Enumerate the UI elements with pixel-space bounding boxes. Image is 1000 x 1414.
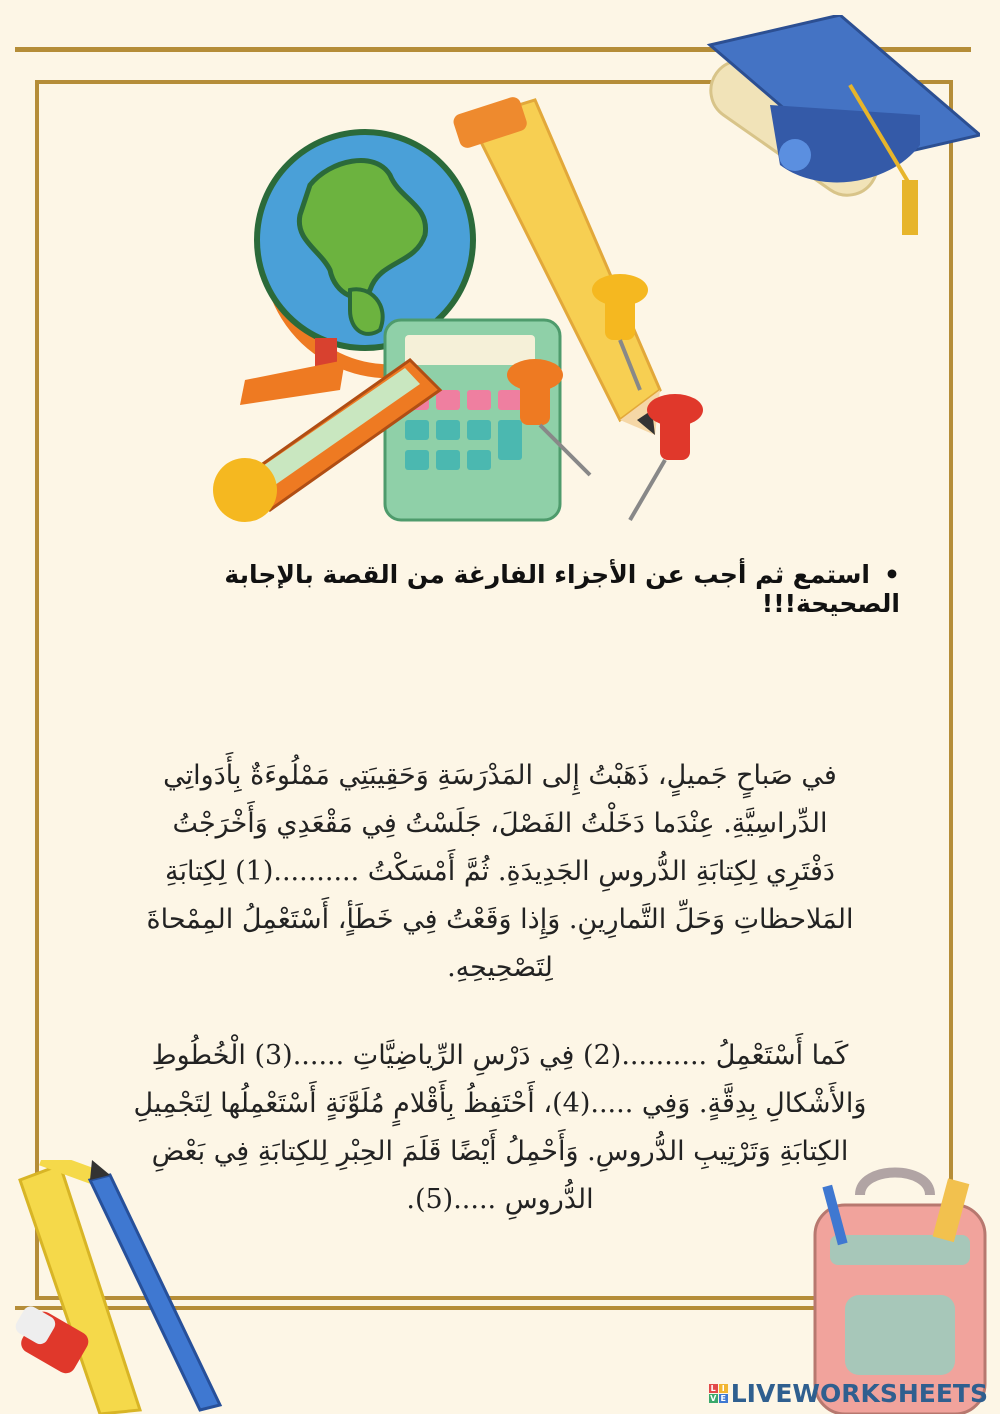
story-line-blank-4: وَالأَشْكالِ بِدِقَّةٍ. وَفِي .....(4)، أَحْتَفِظُ بِأَقْلامٍ مُلَوَّنَةٍ أَسْتَعْمِلُها لِتَجْمِيلِ [133,1088,867,1119]
story-line: المَلاحظاتِ وَحَلِّ التَّمارِينِ. وَإِذا وَقَعْتُ فِي خَطَأٍ، أَسْتَعْمِلُ المِمْحاةَ [146,904,854,935]
school-supplies-illustration [200,90,720,530]
graduation-cap-illustration [680,15,980,265]
story-line: لِتَصْحِيحِهِ. [447,952,553,983]
story-paragraph-1 [90,752,910,992]
liveworksheets-logo [709,1379,988,1408]
instruction-line [80,560,900,618]
story-line: الكِتابَةِ وَتَرْتِيبِ الدُّروسِ. وَأَحْمِلُ أَيْضًا قَلَمَ الحِبْرِ لِلكِتابَةِ فِي بَعْضِ [151,1136,849,1167]
bullet-point: • [884,560,900,589]
logo-mark-icon: L I V E [710,1384,726,1403]
story-line-blank-5: الدُّروسِ .....(5). [406,1184,594,1215]
story-line: في صَباحٍ جَميلٍ، ذَهَبْتُ إِلى المَدْرَسَةِ وَحَقِيبَتِي مَمْلُوءَةٌ بِأَدَواتِي [163,760,837,791]
logo-text: LIVEWORKSHEETS [730,1379,988,1408]
instruction-text: استمع ثم أجب عن الأجزاء الفارغة من القصة بالإجابة الصحيحة!!! [224,560,900,618]
story-line-blank-2-3: كَما أَسْتَعْمِلُ ..........(2) فِي دَرْسِ الرِّياضِيَّاتِ ......(3) الْخُطُوطِ [151,1040,849,1071]
story-line-blank-1: دَفْتَرِي لِكِتابَةِ الدُّروسِ الجَدِيدَةِ. ثُمَّ أَمْسَكْتُ ..........(1) لِكِتابَةِ [165,856,835,887]
story-line: الدِّراسِيَّةِ. عِنْدَما دَخَلْتُ الفَصْلَ، جَلَسْتُ فِي مَقْعَدِي وَأَخْرَجْتُ [172,808,828,839]
story-paragraph-2 [90,1032,910,1224]
